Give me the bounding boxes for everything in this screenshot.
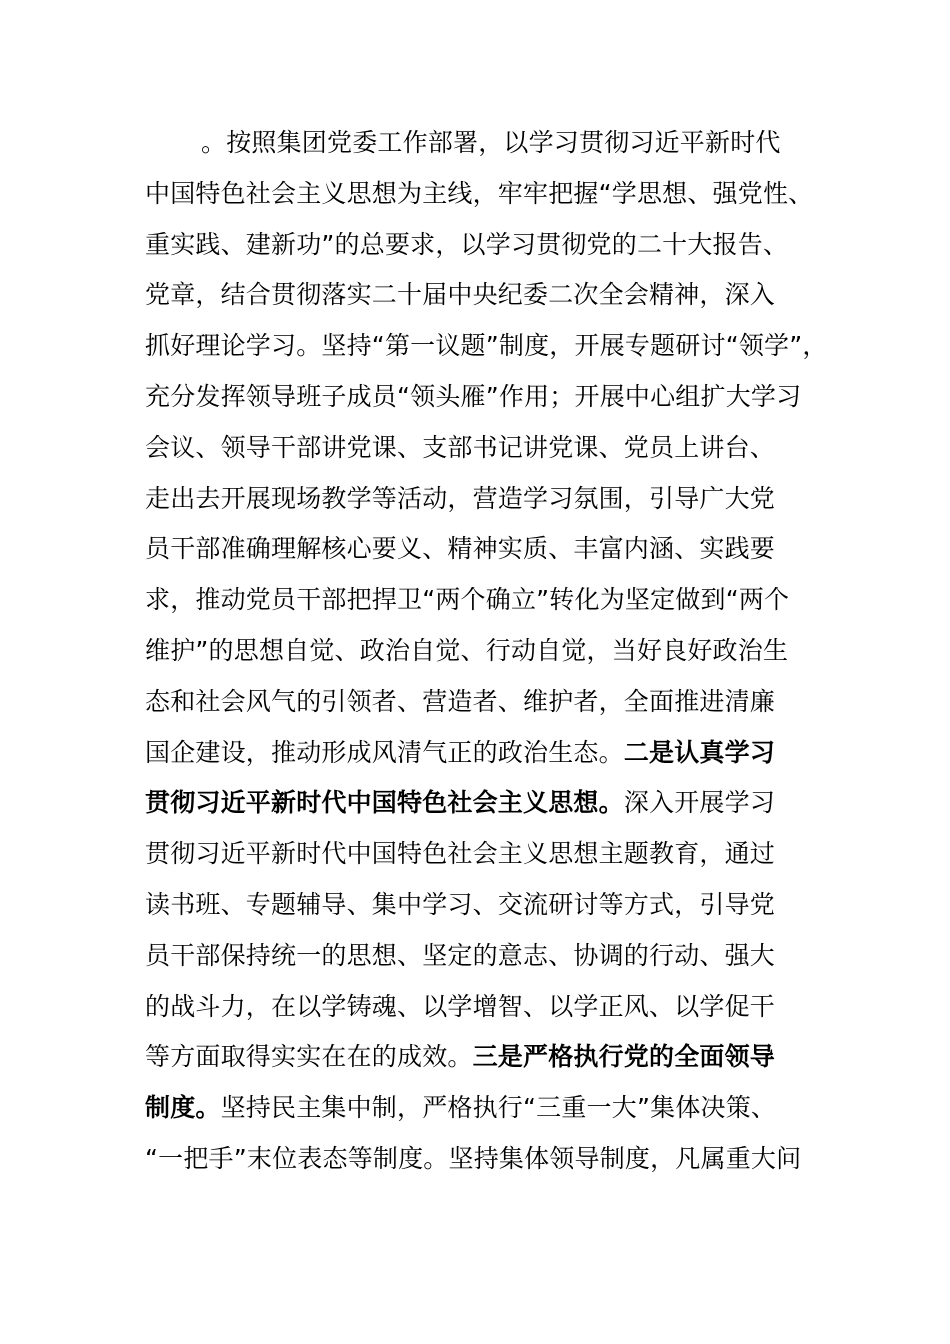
body-text: 重实践、建新功”的总要求，以学习贯彻党的二十大报告、 [145, 229, 789, 259]
text-line [145, 982, 825, 1033]
text-line [145, 270, 825, 321]
body-text: 员干部保持统一的思想、坚定的意志、协调的行动、强大 [145, 940, 776, 970]
body-text: 坚持民主集中制，严格执行“三重一大”集体决策、 [220, 1093, 777, 1123]
body-text: 读书班、专题辅导、集中学习、交流研讨等方式，引导党 [145, 889, 776, 919]
bold-heading-text: 制度。 [145, 1093, 221, 1123]
text-line [145, 880, 825, 931]
body-text: “一把手”末位表态等制度。坚持集体领导制度，凡属重大问 [145, 1143, 802, 1173]
body-text: 党章，结合贯彻落实二十届中央纪委二次全会精神，深入 [145, 280, 776, 310]
text-line [145, 372, 825, 423]
body-text: 会议、领导干部讲党课、支部书记讲党课、党员上讲台、 [145, 432, 776, 462]
text-line [145, 1134, 825, 1185]
text-line [145, 1032, 825, 1083]
body-text: 抓好理论学习。坚持“第一议题”制度，开展专题研讨“领学”， [145, 331, 828, 361]
text-line [145, 169, 825, 220]
body-text: 的战斗力，在以学铸魂、以学增智、以学正风、以学促干 [145, 991, 776, 1021]
text-line [145, 474, 825, 525]
text-line [145, 778, 825, 829]
bold-heading-text: 贯彻习近平新时代中国特色社会主义思想。 [145, 788, 624, 818]
body-text: 维护”的思想自觉、政治自觉、行动自觉，当好良好政治生 [145, 635, 789, 665]
body-text: 贯彻习近平新时代中国特色社会主义思想主题教育，通过 [145, 839, 776, 869]
text-line [145, 220, 825, 271]
bold-heading-text: 二是认真学习 [623, 737, 776, 767]
body-text: 。按照集团党委工作部署，以学习贯彻习近平新时代 [201, 128, 781, 157]
body-text: 走出去开展现场教学等活动，营造学习氛围，引导广大党 [145, 483, 776, 513]
body-text: 求，推动党员干部把捍卫“两个确立”转化为坚定做到“两个 [145, 585, 790, 615]
body-paragraph [145, 118, 828, 1185]
text-line [145, 677, 825, 728]
text-line [145, 524, 825, 575]
text-line [145, 829, 825, 880]
body-text: 等方面取得实实在在的成效。 [145, 1042, 473, 1072]
body-text: 充分发挥领导班子成员“领头雁”作用；开展中心组扩大学习 [145, 381, 802, 411]
text-line [145, 931, 825, 982]
text-line [145, 575, 825, 626]
body-text: 态和社会风气的引领者、营造者、维护者，全面推进清廉 [145, 686, 776, 716]
bold-heading-text: 三是严格执行党的全面领导 [472, 1042, 776, 1072]
text-line [145, 728, 825, 779]
text-line [145, 626, 825, 677]
text-line [145, 423, 825, 474]
text-line [145, 1083, 825, 1134]
body-text: 员干部准确理解核心要义、精神实质、丰富内涵、实践要 [145, 534, 776, 564]
text-line [145, 118, 825, 169]
text-line [145, 321, 828, 372]
body-text: 国企建设，推动形成风清气正的政治生态。 [145, 737, 624, 767]
body-text: 深入开展学习 [623, 788, 776, 818]
body-text: 中国特色社会主义思想为主线，牢牢把握“学思想、强党性、 [145, 178, 814, 208]
